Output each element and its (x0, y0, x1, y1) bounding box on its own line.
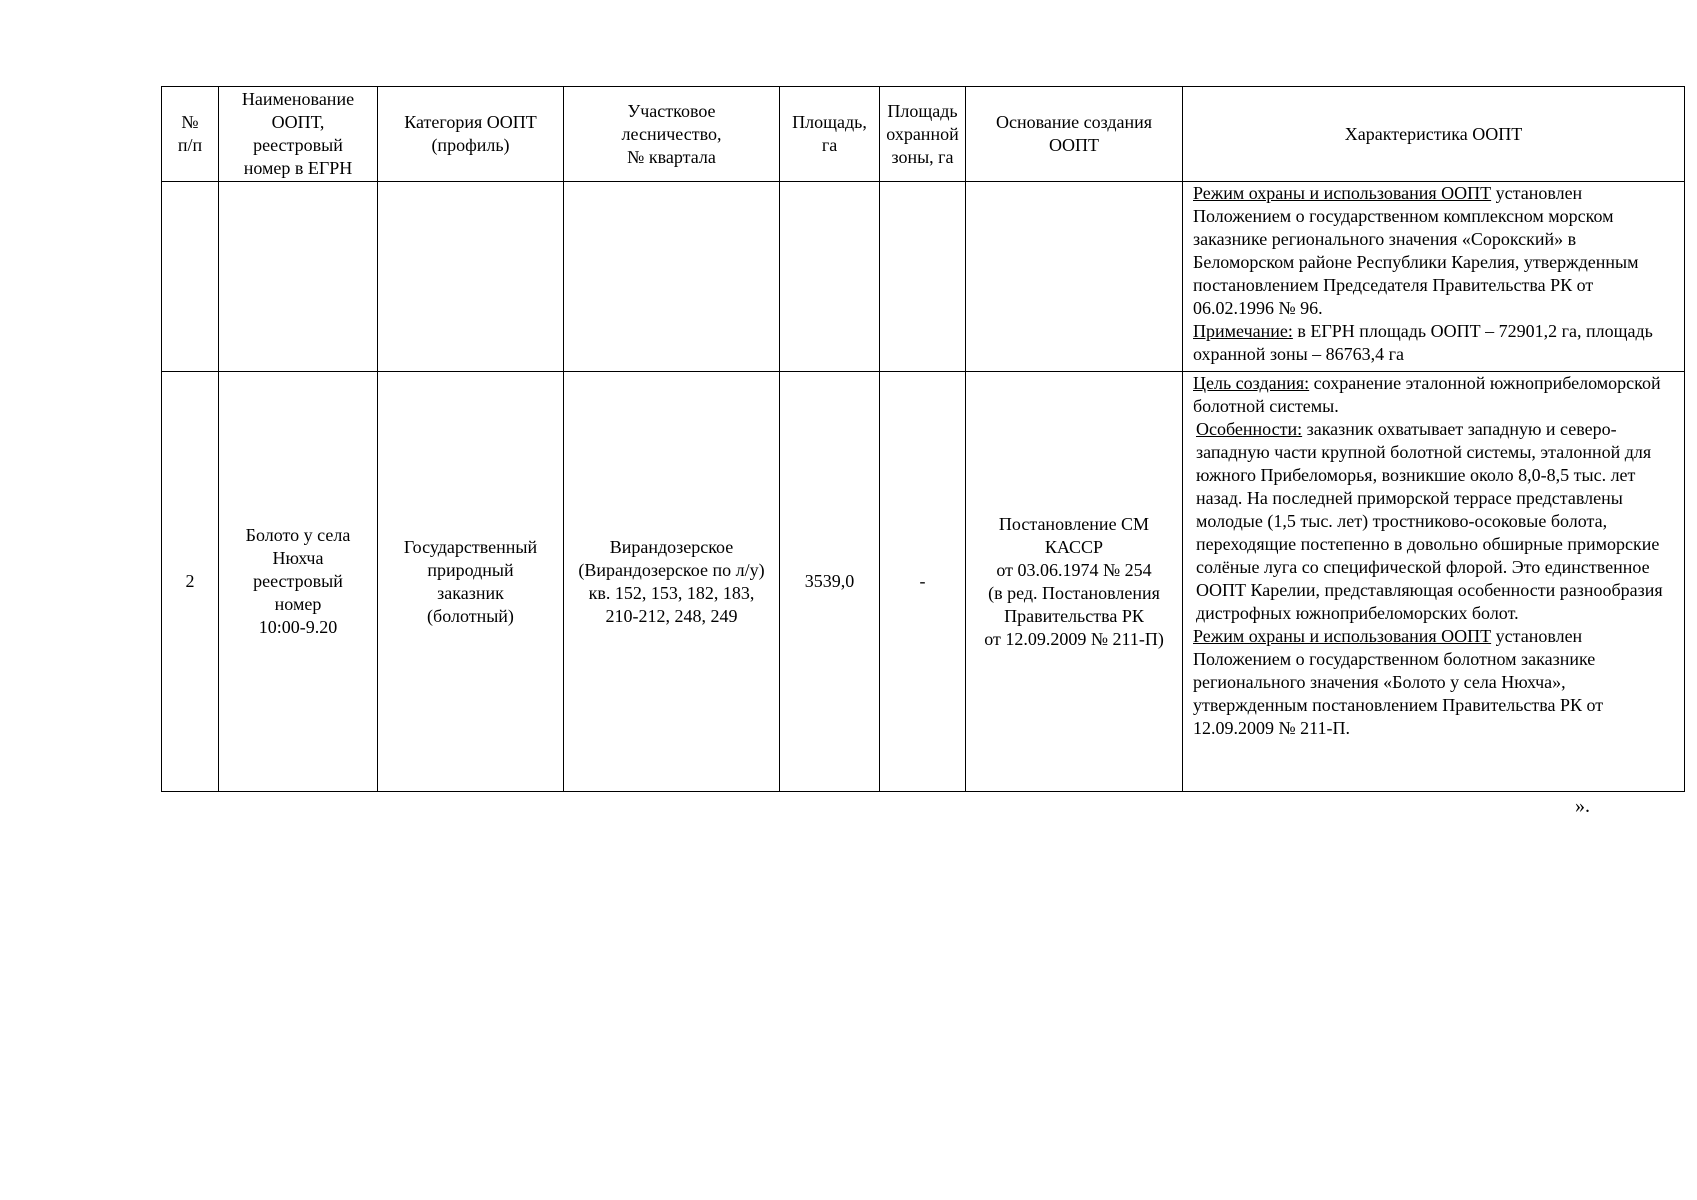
cell-area-empty (780, 182, 880, 372)
header-forestry: Участковое лесничество, № квартала (564, 87, 780, 182)
cell-zone-area: - (880, 372, 966, 792)
cell-num: 2 (162, 372, 219, 792)
cell-name: Болото у села Нюхча реестровый номер 10:00-9.20 (219, 372, 378, 792)
header-category: Категория ООПТ (профиль) (378, 87, 564, 182)
goal-text: сохранение эталонной южноприбеломорской болотной системы. (1193, 373, 1661, 416)
regime-label: Режим охраны и использования ООПТ (1193, 626, 1492, 646)
cell-category-empty (378, 182, 564, 372)
cell-category: Государственный природный заказник (болотный) (378, 372, 564, 792)
cell-basis: Постановление СМ КАССР от 03.06.1974 № 254 (в ред. Постановления Правительства РК от 12.09.2009 № 211-П) (966, 372, 1183, 792)
cell-num-empty (162, 182, 219, 372)
table-row-2 (162, 372, 1685, 792)
cell-forestry-empty (564, 182, 780, 372)
header-name: Наименование ООПТ, реестровый номер в ЕГРН (219, 87, 378, 182)
cell-basis-empty (966, 182, 1183, 372)
note-label: Примечание: (1193, 321, 1293, 341)
note-text: в ЕГРН площадь ООПТ – 72901,2 га, площадь охранной зоны – 86763,4 га (1193, 321, 1653, 364)
regime-label: Режим охраны и использования ООПТ (1193, 183, 1492, 203)
goal-label: Цель создания: (1193, 373, 1310, 393)
cell-forestry: Вирандозерское (Вирандозерское по л/у) кв. 152, 153, 182, 183, 210-212, 248, 249 (564, 372, 780, 792)
header-zone-area: Площадь охранной зоны, га (880, 87, 966, 182)
cell-zone-area-empty (880, 182, 966, 372)
features-label: Особенности: (1196, 419, 1303, 439)
oopt-table (161, 86, 1685, 792)
header-area: Площадь, га (780, 87, 880, 182)
features-block (1193, 418, 1676, 625)
header-row (162, 87, 1685, 182)
header-basis: Основание создания ООПТ (966, 87, 1183, 182)
cell-name-empty (219, 182, 378, 372)
features-text: заказник охватывает западную и северо-западную части крупной болотной системы, эталонной для южного Прибеломорья, возникшие около 8,0-8,5 тыс. лет назад. На последней приморской террасе представлены молодые (1,5 тыс. лет) тростниково-осоковые болота, переходящие постепенно в довольно обширные приморские солёные луга со специфической флорой. Это единственное ООПТ Карелии, представляющая особенности разнообразия дистрофных южноприбеломорских болот. (1196, 419, 1663, 623)
regime-text: установлен Положением о государственном болотном заказнике регионального значения «Болото у села Нюхча», утвержденным постановлением Правительства РК от 12.09.2009 № 211-П. (1193, 626, 1604, 738)
cell-characteristics-continued (1183, 182, 1685, 372)
header-num: № п/п (162, 87, 219, 182)
closing-quote-mark: ». (1575, 795, 1590, 817)
table-row-continued (162, 182, 1685, 372)
header-characteristics: Характеристика ООПТ (1183, 87, 1685, 182)
cell-area: 3539,0 (780, 372, 880, 792)
cell-characteristics (1183, 372, 1685, 792)
regime-text: установлен Положением о государственном комплексном морском заказнике регионального значения «Сорокский» в Беломорском районе Республики Карелия, утвержденным постановлением Председателя Правительства РК от 06.02.1996 № 96. (1193, 183, 1639, 318)
